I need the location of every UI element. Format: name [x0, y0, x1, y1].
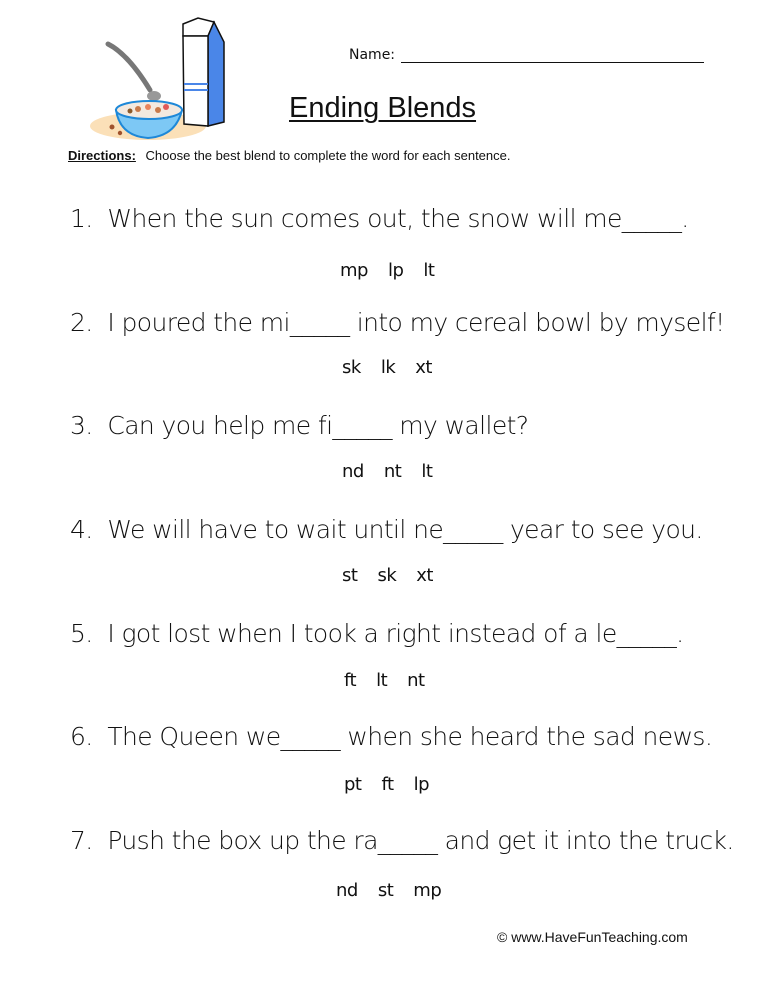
option[interactable]: lp — [413, 774, 429, 795]
question-sentence: Push the box up the ra_____ and get it into the truck. — [107, 826, 734, 855]
option[interactable]: mp — [413, 880, 442, 901]
name-field[interactable] — [349, 46, 704, 63]
option[interactable]: lt — [376, 670, 388, 691]
question-number: 6. — [70, 722, 93, 751]
option[interactable]: nt — [407, 670, 425, 691]
question-sentence: The Queen we_____ when she heard the sad news. — [107, 722, 713, 751]
question-5 — [70, 619, 683, 648]
option[interactable]: sk — [342, 357, 361, 378]
question-1-options — [340, 260, 454, 281]
question-3 — [70, 411, 528, 440]
question-number: 3. — [70, 411, 93, 440]
option[interactable]: lk — [380, 357, 396, 378]
question-4-options — [342, 565, 453, 586]
question-7-options — [336, 880, 461, 901]
question-2 — [70, 308, 725, 337]
question-6-options — [344, 774, 449, 795]
question-number: 2. — [70, 308, 93, 337]
option[interactable]: st — [377, 880, 394, 901]
question-sentence: When the sun comes out, the snow will me_____. — [107, 204, 689, 233]
option[interactable]: ft — [344, 670, 357, 691]
question-5-options — [344, 670, 445, 691]
option[interactable]: lt — [423, 260, 435, 281]
question-6 — [70, 722, 712, 751]
question-number: 1. — [70, 204, 93, 233]
option[interactable]: mp — [340, 260, 368, 281]
directions-text: Choose the best blend to complete the word for each sentence. — [145, 148, 511, 163]
option[interactable]: nd — [342, 461, 364, 482]
question-sentence: Can you help me fi_____ my wallet? — [107, 411, 529, 440]
question-1 — [70, 204, 689, 233]
option[interactable]: st — [342, 565, 358, 586]
option[interactable]: ft — [381, 774, 394, 795]
question-sentence: We will have to wait until ne_____ year to see you. — [107, 515, 703, 544]
question-number: 7. — [70, 826, 93, 855]
name-blank-line[interactable] — [401, 46, 704, 63]
name-label: Name: — [349, 47, 396, 63]
option[interactable]: nd — [336, 880, 358, 901]
question-4 — [70, 515, 703, 544]
question-3-options — [342, 461, 452, 482]
worksheet-title: Ending Blends — [289, 92, 477, 124]
question-number: 4. — [70, 515, 93, 544]
cereal-milk-illustration — [88, 14, 238, 144]
option[interactable]: lt — [421, 461, 433, 482]
question-2-options — [342, 357, 452, 378]
question-sentence: I poured the mi_____ into my cereal bowl by myself! — [107, 308, 725, 337]
copyright-footer: © www.HaveFunTeaching.com — [497, 929, 688, 945]
option[interactable]: pt — [344, 774, 362, 795]
directions — [68, 148, 510, 163]
question-number: 5. — [70, 619, 93, 648]
option[interactable]: xt — [415, 357, 432, 378]
question-7 — [70, 826, 734, 855]
option[interactable]: nt — [383, 461, 402, 482]
question-sentence: I got lost when I took a right instead of a le_____. — [107, 619, 684, 648]
directions-label: Directions: — [68, 148, 136, 163]
option[interactable]: xt — [416, 565, 433, 586]
option[interactable]: sk — [377, 565, 397, 586]
option[interactable]: lp — [387, 260, 404, 281]
